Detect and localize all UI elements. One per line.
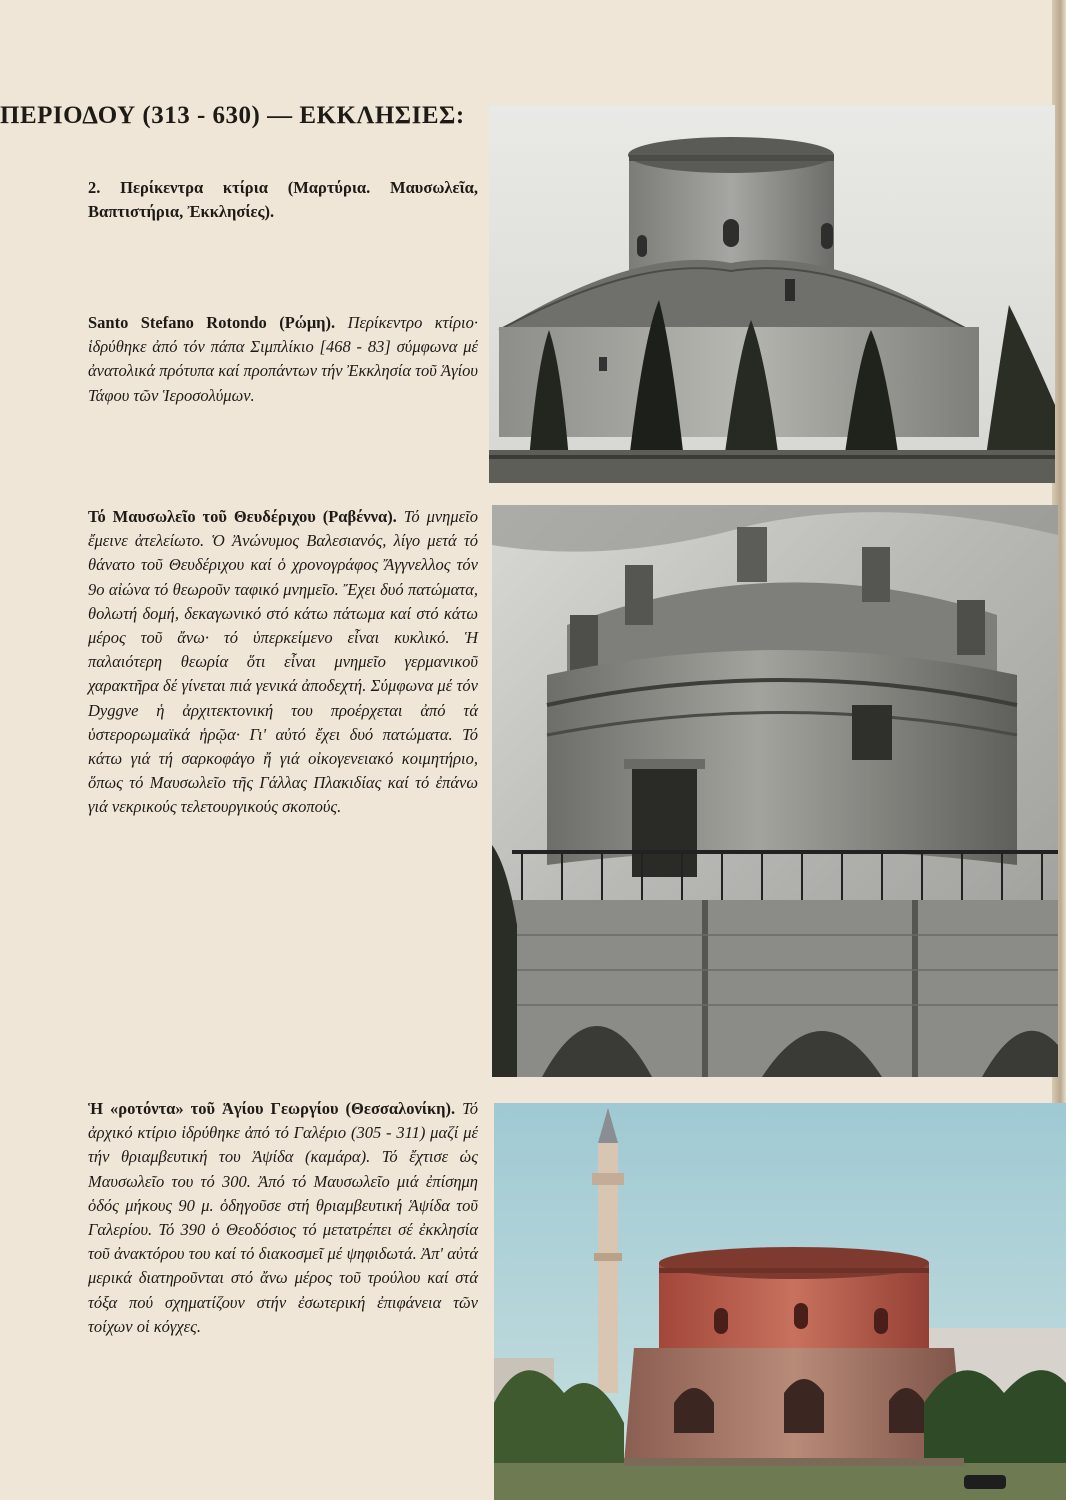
caption-title: Τό Μαυσωλεῖο τοῦ Θευδέριχου (Ραβέννα). — [88, 507, 397, 526]
caption-title: Santo Stefano Rotondo (Ρώμη). — [88, 313, 336, 332]
caption-theodoric — [88, 505, 478, 820]
caption-body: Περίκεντρο κτίριο· ἱδρύθηκε ἀπό τόν πάπα Σιμπλίκιο [468 - 83] σύμφωνα μέ ἀνατολικά πρότυπα καί προπάντων τήν Ἐκκλησία τοῦ Ἁγίου Τάφου τῶν Ἱεροσολύμων. — [88, 313, 478, 405]
caption-body: Τό ἀρχικό κτίριο ἱδρύθηκε ἀπό τό Γαλέριο (305 - 311) μαζί μέ τήν θριαμβευτική του Ἁψίδα (καμάρα). Τό ἔχτισε ὡς Μαυσωλεῖο του τό 300. Ἀπό τό Μαυσωλεῖο μιά ἐπίσημη ὁδός μήκους 90 μ. ὁδηγοῦσε στή θριαμβευτική Ἁψίδα τοῦ Γαλερίου. Τό 390 ὁ Θεοδόσιος τό μετατρέπει σέ ἐκκλησία τοῦ ἀνακτόρου του καί τό διακοσμεῖ μέ ψηφιδωτά. Ἀπ' αὐτά μερικά διατηροῦνται στό ἄνω μέρος τοῦ τρούλου καί στά τόξα πού σχηματίζουν στήν ἐσωτερική ἐπιφάνεια τῶν τοίχων οἱ κόγχες. — [88, 1099, 478, 1336]
photo-rotunda-of-saint-george — [494, 1103, 1066, 1500]
photo-santo-stefano-rotondo — [489, 105, 1055, 483]
section-heading-text: 2. Περίκεντρα κτίρια (Μαρτύρια. Μαυσωλεῖα, Βαπτιστήρια, Ἐκκλησίες). — [88, 178, 478, 222]
caption-title: Ἡ «ροτόντα» τοῦ Ἁγίου Γεωργίου (Θεσσαλονίκη). — [88, 1099, 456, 1118]
caption-rotunda — [88, 1097, 478, 1339]
caption-santo-stefano — [88, 311, 478, 408]
caption-body: Τό μνημεῖο ἔμεινε ἀτελείωτο. Ὁ Ἀνώνυμος Βαλεσιανός, λίγο μετά τό θάνατο τοῦ Θευδέριχου καί ὁ χρονογράφος Ἄγγνελλος τόν 9ο αἰώνα τό θεωροῦν ταφικό μνημεῖο. Ἔχει δυό πατώματα, θολωτή δομή, δεκαγωνικό στό κάτω πάτωμα καί στό κάτω μέρος τοῦ ἄνω· τό ὑπερκείμενο εἶναι κυκλικό. Ἡ παλαιότερη θεωρία ὅτι εἶναι μνημεῖο γερμανικοῦ χαρακτῆρα δέ γίνεται πιά γενικά ἀποδεχτή. Σύμφωνα μέ τόν Dyggve ἡ ἀρχιτεκτονική του προέρχεται ἀπό τά ὑστερορωμαϊκά ἡρῷα· Γι' αὐτό ἔχει δυό πατώματα. Τό κάτω γιά τή σαρκοφάγο ἤ γιά οἰκογενειακό κοιμητήριο, ὅπως τό Μαυσωλεῖο τῆς Γάλλας Πλακιδίας καί τό ἐπάνω γιά νεκρικούς τελετουργικούς σκοπούς. — [88, 507, 478, 817]
photo-mausoleum-of-theodoric — [492, 505, 1058, 1077]
page-header: ΠΕΡΙΟΔΟΥ (313 - 630) — ΕΚΚΛΗΣΙΕΣ: — [0, 102, 465, 129]
section-heading — [88, 176, 478, 224]
